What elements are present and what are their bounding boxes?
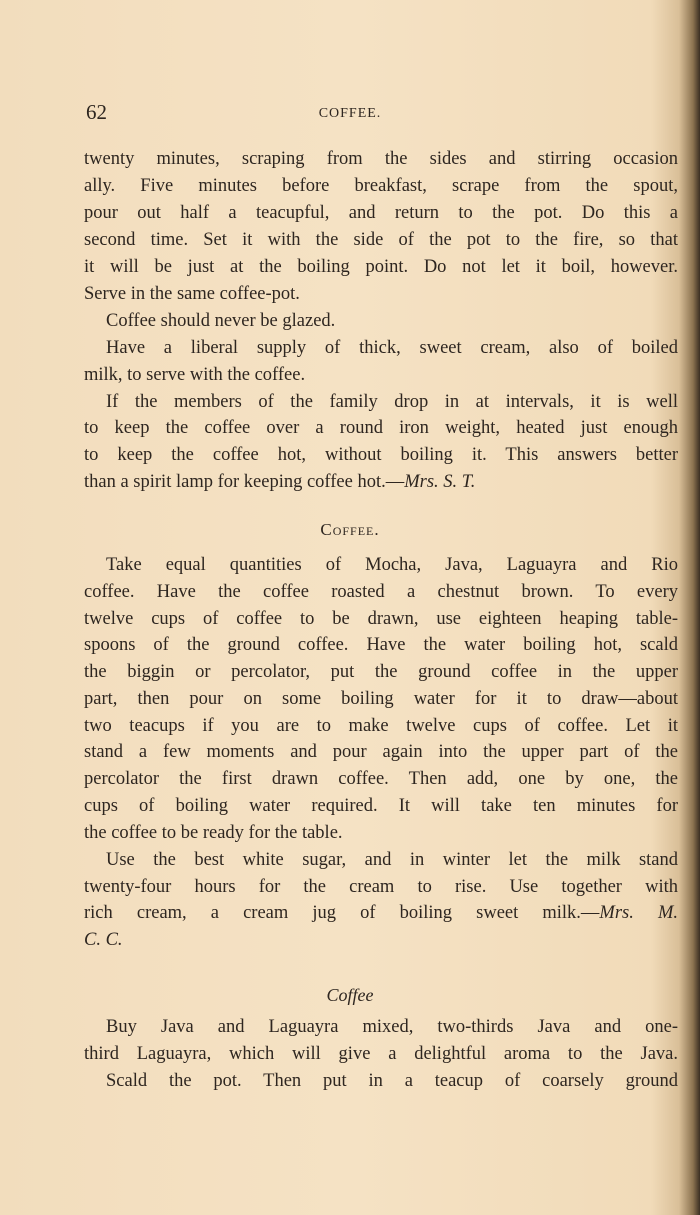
running-head: COFFEE. [318,106,382,121]
text-line: the coffee to be ready for the table. [84,823,343,843]
text-line: Use the best white sugar, and in winter let the milk stand [106,850,678,870]
text-line: Serve in the same coffee-pot. [84,284,300,304]
text-line: ally. Five minutes before breakfast, scrape from the spout, [84,176,678,196]
text-line: coffee. Have the coffee roasted a chestnut brown. To every [84,582,678,602]
text-line: two teacups if you are to make twelve cups of coffee. Let it [84,716,678,736]
text-line: twenty-four hours for the cream to rise. Use together with [84,877,678,897]
signature: Mrs. M. [599,903,678,923]
section-heading: Coffee. [320,520,380,539]
text-line: Buy Java and Laguayra mixed, two-thirds Java and one- [106,1017,678,1037]
text-line [84,929,678,951]
text-line: stand a few moments and pour again into the upper part of the [84,742,678,762]
text-line [84,902,678,924]
text-line: cups of boiling water required. It will take ten minutes for [84,796,678,816]
section-heading: Coffee [326,985,374,1005]
text-line: percolator the first drawn coffee. Then add, one by one, the [84,769,678,789]
text-line: the biggin or percolator, put the ground coffee in the upper [84,662,678,682]
text-line: spoons of the ground coffee. Have the water boiling hot, scald [84,635,678,655]
text-line: twenty minutes, scraping from the sides and stirring occasion [84,149,678,169]
text-line: to keep the coffee over a round iron weight, heated just enough [84,418,678,438]
text-line: second time. Set it with the side of the pot to the fire, so that [84,230,678,250]
text: rich cream, a cream jug of boiling sweet milk.— [84,903,600,923]
text-line: Scald the pot. Then put in a teacup of coarsely ground [106,1071,678,1091]
page-number: 62 [86,100,107,124]
signature: C. C. [84,930,123,950]
text-line: third Laguayra, which will give a delightful aroma to the Java. [84,1044,678,1064]
text-line [84,471,678,493]
text-line: milk, to serve with the coffee. [84,365,306,385]
text-line: Coffee should never be glazed. [106,311,336,331]
text-line: it will be just at the boiling point. Do not let it boil, however. [84,257,678,277]
text-line: If the members of the family drop in at intervals, it is well [106,392,678,412]
text-line: part, then pour on some boiling water for it to draw—about [84,689,678,709]
text: than a spirit lamp for keeping coffee hot.— [84,472,405,492]
text-line: twelve cups of coffee to be drawn, use eighteen heaping table- [84,609,678,629]
signature: Mrs. S. T. [404,472,476,492]
text-line: pour out half a teacupful, and return to the pot. Do this a [84,203,678,223]
text-line: Take equal quantities of Mocha, Java, Laguayra and Rio [106,555,678,575]
text-line: to keep the coffee hot, without boiling it. This answers better [84,445,678,465]
text-line: Have a liberal supply of thick, sweet cream, also of boiled [106,338,678,358]
